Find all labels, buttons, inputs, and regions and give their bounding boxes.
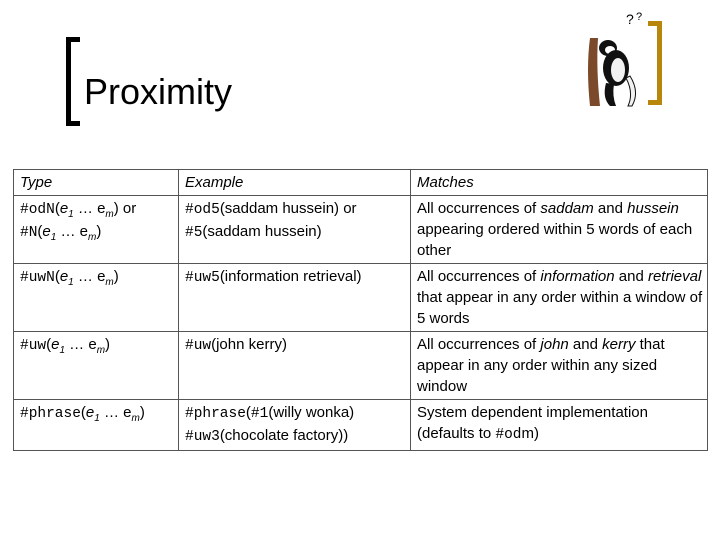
matches-cell: All occurrences of information and retrieval that appear in any order within a window of 5 words — [411, 264, 708, 332]
operator-code: #uw — [20, 338, 47, 354]
operator-code: #od5 — [185, 202, 220, 218]
slide-title: Proximity — [84, 71, 233, 112]
table-row — [14, 196, 708, 264]
matches-cell: All occurrences of saddam and hussein appearing ordered within 5 words of each other — [411, 196, 708, 264]
example-cell: #uw(john kerry) — [179, 332, 411, 400]
header-type: Type — [14, 170, 179, 196]
proximity-table — [13, 169, 708, 451]
matches-cell: All occurrences of john and kerry that appear in any order within any sized window — [411, 332, 708, 400]
operator-code: #5 — [185, 225, 203, 241]
matches-cell: System dependent implementation (defaults to #odm) — [411, 400, 708, 451]
svg-text:?: ? — [626, 11, 634, 27]
table-header-row — [14, 170, 708, 196]
operator-code: #uw — [185, 338, 212, 354]
type-cell: $\#odN(e_1$ … $e_m$) or $\#N(e_1$ … $e_m$) — [14, 196, 179, 264]
example-cell: #phrase(#1(willy wonka) #uw3(chocolate factory)) — [179, 400, 411, 451]
operator-code: #od — [495, 427, 522, 443]
operator-code: #phrase — [20, 406, 81, 422]
example-cell: #uw5(information retrieval) — [179, 264, 411, 332]
left-bracket-decoration — [66, 37, 80, 126]
header-matches: Matches — [411, 170, 708, 196]
type-cell: $\#uw(e_1$ … $e_m$) — [14, 332, 179, 400]
operator-code: #N — [20, 225, 38, 241]
right-bracket-decoration — [648, 21, 662, 105]
operator-code: #uw5 — [185, 270, 220, 286]
table-row — [14, 264, 708, 332]
svg-text:?: ? — [636, 11, 643, 23]
type-cell: $\#uwN(e_1$ … $e_m$) — [14, 264, 179, 332]
type-cell: $\#phrase(e_1$ … $e_m$) — [14, 400, 179, 451]
operator-code: #odN — [20, 202, 55, 218]
operator-code: #1 — [250, 406, 269, 422]
lemur-mascot-icon — [576, 8, 648, 108]
example-cell: #od5(saddam hussein) or #5(saddam hussein) — [179, 196, 411, 264]
operator-code: #uwN — [20, 270, 55, 286]
operator-code: #uw3 — [185, 429, 220, 445]
operator-code: #phrase — [185, 406, 246, 422]
table-row — [14, 400, 708, 451]
header-example: Example — [179, 170, 411, 196]
table-row — [14, 332, 708, 400]
